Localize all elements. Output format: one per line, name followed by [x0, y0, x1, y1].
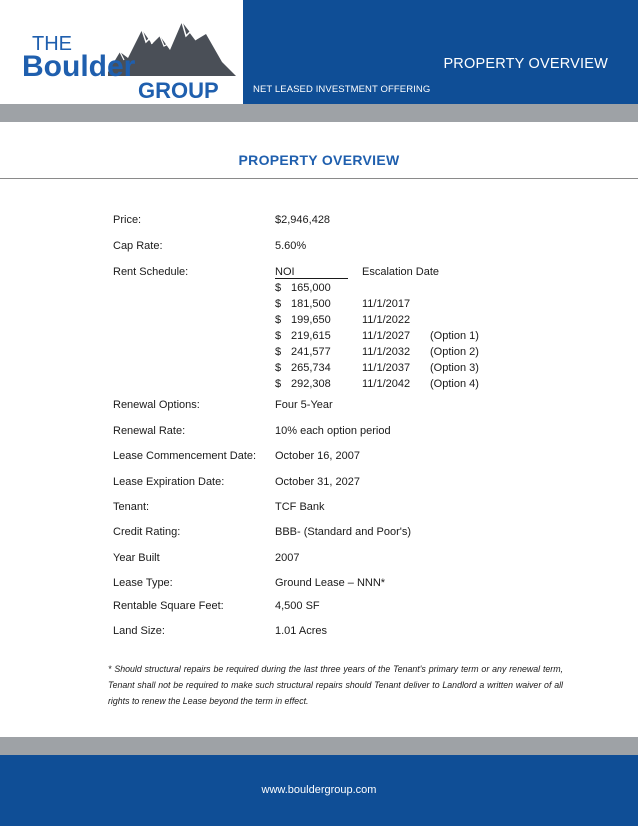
year-built-value: 2007: [275, 552, 300, 564]
rent-option: (Option 1): [430, 330, 479, 342]
credit-rating-value: BBB- (Standard and Poor's): [275, 526, 412, 538]
noi-header: NOI: [275, 266, 295, 278]
rent-dollar: $: [275, 346, 282, 358]
year-built-label: Year Built: [113, 552, 160, 564]
renewal-options-label: Renewal Options:: [113, 399, 200, 411]
lease-type-value: Ground Lease – NNN*: [275, 577, 386, 589]
rent-amount: 241,577: [291, 346, 331, 358]
rent-dollar: $: [275, 362, 282, 374]
rent-schedule-row: [275, 330, 525, 346]
lease-type-label: Lease Type:: [113, 577, 173, 589]
rent-date: 11/1/2037: [362, 362, 411, 374]
price-value: $2,946,428: [275, 214, 331, 226]
noi-underline: [275, 278, 348, 279]
land-size-value: 1.01 Acres: [275, 625, 327, 637]
rent-schedule-row: [275, 282, 525, 298]
escalation-header: Escalation Date: [362, 266, 440, 278]
cap-rate-value: 5.60%: [275, 240, 307, 252]
tenant-label: Tenant:: [113, 501, 150, 513]
footnote: * Should structural repairs be required during the last three years of the Tenant's primary term or any renewal term, Tenant shall not be required to make such structural repairs should Tenant deliver to Landlord a written waiver of all rights to renew the Lease beyond the term in effect.: [108, 664, 563, 706]
page-title: PROPERTY OVERVIEW: [238, 152, 400, 168]
rent-dollar: $: [275, 378, 282, 390]
tenant-value: TCF Bank: [275, 501, 325, 513]
renewal-rate-label: Renewal Rate:: [113, 425, 186, 437]
credit-rating-label: Credit Rating:: [113, 526, 181, 538]
renewal-options-value: Four 5-Year: [275, 399, 333, 411]
renewal-rate-value: 10% each option period: [275, 425, 391, 437]
rent-amount: 265,734: [291, 362, 331, 374]
land-size-label: Land Size:: [113, 625, 165, 637]
rent-date: 11/1/2022: [362, 314, 411, 326]
rent-amount: 219,615: [291, 330, 331, 342]
rent-date: 11/1/2017: [362, 298, 411, 310]
rent-amount: 165,000: [291, 282, 331, 294]
logo-text-the: THE: [32, 33, 72, 55]
header-subtitle: NET LEASED INVESTMENT OFFERING: [253, 84, 431, 95]
rent-dollar: $: [275, 314, 282, 326]
rent-schedule-row: [275, 298, 525, 314]
rent-date: 11/1/2032: [362, 346, 411, 358]
boulder-group-logo: [0, 0, 243, 104]
header-gray-bar: [0, 104, 638, 122]
rent-schedule-header: [275, 266, 525, 282]
header-section-title: PROPERTY OVERVIEW: [443, 56, 608, 72]
rent-schedule-row: [275, 378, 525, 394]
cap-rate-label: Cap Rate:: [113, 240, 163, 252]
lease-commencement-label: Lease Commencement Date:: [113, 450, 257, 462]
footer-gray-bar: [0, 737, 638, 755]
rentable-sf-label: Rentable Square Feet:: [113, 600, 224, 612]
rent-dollar: $: [275, 330, 282, 342]
lease-expiration-label: Lease Expiration Date:: [113, 476, 225, 488]
rent-amount: 181,500: [291, 298, 331, 310]
rent-schedule-row: [275, 362, 525, 378]
rent-dollar: $: [275, 282, 282, 294]
rent-date: 11/1/2042: [362, 378, 411, 390]
rent-schedule-row: [275, 346, 525, 362]
price-label: Price:: [113, 214, 142, 226]
rent-schedule-label: Rent Schedule:: [113, 266, 189, 278]
rentable-sf-value: 4,500 SF: [275, 600, 320, 612]
website-link[interactable]: www.bouldergroup.com: [261, 784, 377, 796]
lease-commencement-value: October 16, 2007: [275, 450, 361, 462]
logo-text-boulder: Boulder: [22, 50, 136, 83]
rent-dollar: $: [275, 298, 282, 310]
rent-amount: 199,650: [291, 314, 331, 326]
logo-text-group: GROUP: [138, 78, 219, 103]
rent-schedule-row: [275, 314, 525, 330]
rent-option: (Option 4): [430, 378, 479, 390]
rent-option: (Option 2): [430, 346, 479, 358]
rent-date: 11/1/2027: [362, 330, 411, 342]
rent-option: (Option 3): [430, 362, 479, 374]
rent-amount: 292,308: [291, 378, 331, 390]
lease-expiration-value: October 31, 2027: [275, 476, 361, 488]
title-divider: [0, 178, 638, 179]
